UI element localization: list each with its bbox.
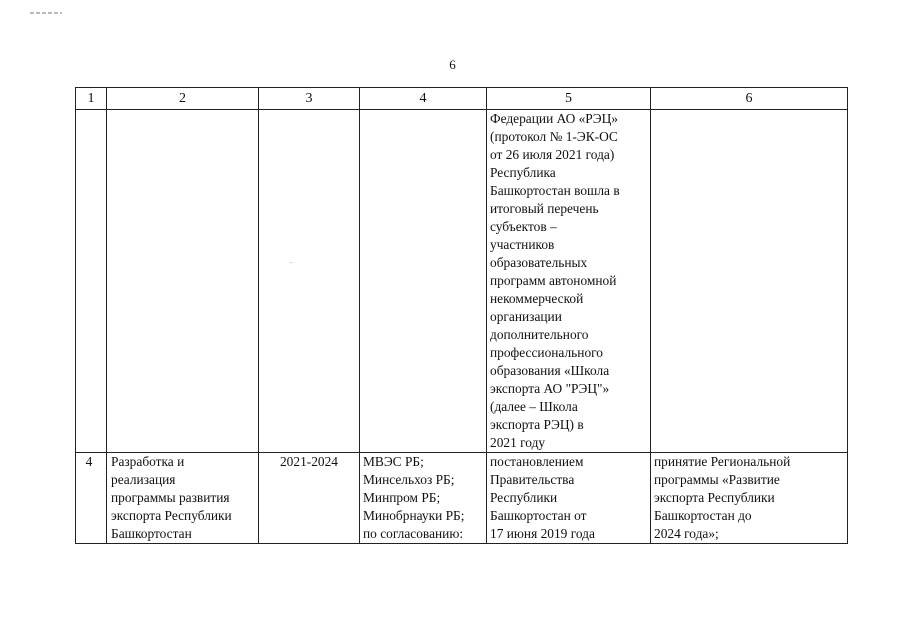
continued-col-1 xyxy=(76,110,107,453)
row4-period: 2021-2024 xyxy=(279,454,339,469)
row4-basis: постановлением Правительства Республики Башкортостан от 17 июня 2019 года xyxy=(490,454,595,541)
scan-artifact xyxy=(30,12,62,14)
row4-executors: МВЭС РБ; Минсельхоз РБ; Минпром РБ; Минобрнауки РБ; по согласованию: xyxy=(363,454,465,541)
row4-col-1 xyxy=(76,453,107,544)
row4-measure-name: Разработка и реализация программы развития экспорта Республики Башкортостан xyxy=(111,454,232,541)
continued-col-6 xyxy=(651,110,848,453)
row4-result: принятие Региональной программы «Развитие экспорта Республики Башкортостан до 2024 года»; xyxy=(654,454,791,541)
row4-col-6 xyxy=(651,453,848,544)
header-col-2: 2 xyxy=(107,88,259,110)
header-col-6: 6 xyxy=(651,88,848,110)
row4-col-3 xyxy=(259,453,360,544)
row4-number: 4 xyxy=(85,454,93,469)
header-col-3: 3 xyxy=(259,88,360,110)
header-col-5: 5 xyxy=(487,88,651,110)
document-table xyxy=(75,87,848,544)
table-row-continued xyxy=(76,110,848,453)
header-col-4: 4 xyxy=(360,88,487,110)
table-header-row xyxy=(76,88,848,110)
header-col-1: 1 xyxy=(76,88,107,110)
continued-basis-text: Федерации АО «РЭЦ» (протокол № 1-ЭК-ОС от 26 июля 2021 года) Республика Башкортостан вошла в итоговый перечень субъектов – участников образовательных программ автономной некоммерческой организации дополнительного профессионального образования «Школа экспорта АО "РЭЦ"» (далее – Школа экспорта РЭЦ) в 2021 году xyxy=(490,111,620,450)
row4-col-5 xyxy=(487,453,651,544)
continued-col-3 xyxy=(259,110,360,453)
row4-col-4 xyxy=(360,453,487,544)
continued-col-5 xyxy=(487,110,651,453)
table-row-4 xyxy=(76,453,848,544)
continued-col-4 xyxy=(360,110,487,453)
row4-col-2 xyxy=(107,453,259,544)
continued-col-2 xyxy=(107,110,259,453)
page-number: 6 xyxy=(449,57,456,72)
